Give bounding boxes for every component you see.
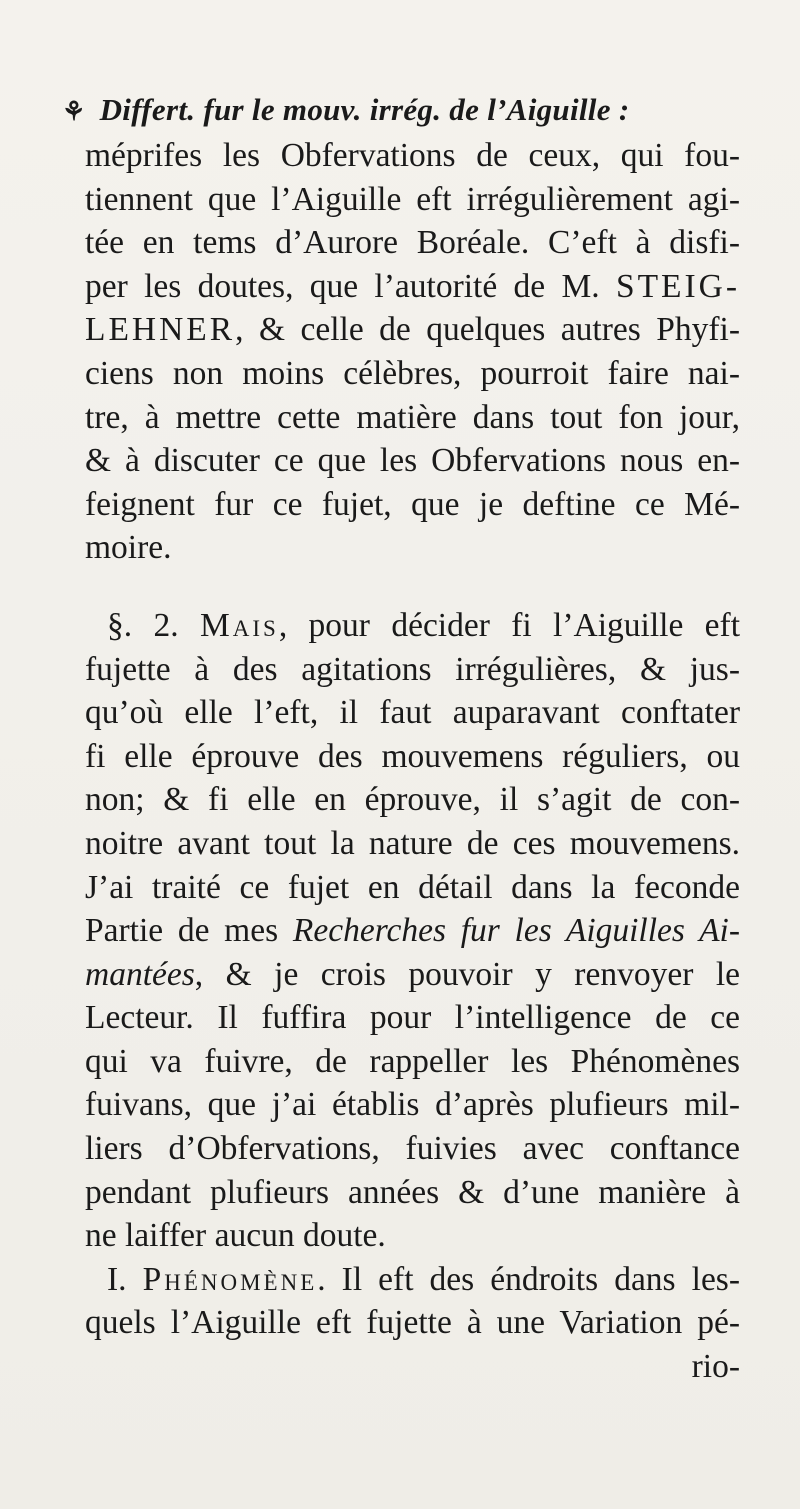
text-line bbox=[85, 265, 740, 309]
section-mark: §. 2. bbox=[107, 606, 179, 644]
text-line: fujette à des agitations irrégulières, & jus- bbox=[85, 650, 740, 688]
text-line: non; & fi elle en éprouve, il s’agit de con- bbox=[85, 781, 740, 819]
book-title-italic: mantées bbox=[85, 955, 195, 993]
printer-ornament: ⚘ bbox=[62, 97, 86, 126]
catchword-line bbox=[85, 1345, 740, 1389]
text-line bbox=[85, 953, 740, 997]
text-line: tée en tems d’Aurore Boréale. C’eft à disfi- bbox=[85, 224, 740, 262]
text-line: noitre avant tout la nature de ces mouvemens. bbox=[85, 824, 740, 862]
paragraph-gap bbox=[85, 570, 740, 604]
text-line bbox=[85, 308, 740, 352]
text-line: qui va fuivre, de rappeller les Phénomènes bbox=[85, 1042, 740, 1080]
body-text bbox=[85, 134, 740, 1389]
line-text: per les doutes, que l’autorité de M. bbox=[85, 267, 616, 305]
running-title: Differt. fur le mouv. irrég. de l’Aiguille : bbox=[99, 92, 630, 127]
phenomenon-paragraph bbox=[85, 1258, 740, 1389]
phenomenon-label: Phénomène bbox=[142, 1260, 318, 1298]
text-line: quels l’Aiguille eft fujette à une Variation pé- bbox=[85, 1304, 740, 1342]
running-head bbox=[62, 92, 742, 128]
text-line: ciens non moins célèbres, pourroit faire nai- bbox=[85, 354, 740, 392]
phenomenon-number: I. bbox=[107, 1260, 127, 1298]
text-line bbox=[85, 909, 740, 953]
text-line: J’ai traité ce fujet en détail dans la feconde bbox=[85, 868, 740, 906]
line-text: , & je crois pouvoir y renvoyer le bbox=[194, 955, 740, 993]
text-line bbox=[85, 1258, 740, 1302]
line-text: . Il eft des éndroits dans les- bbox=[317, 1260, 741, 1298]
line-text: , pour décider fi l’Aiguille eft bbox=[278, 606, 741, 644]
section-paragraph bbox=[85, 604, 740, 1258]
author-name-smallcaps: LEHNER bbox=[85, 311, 236, 349]
line-text: Partie de mes bbox=[85, 912, 293, 950]
text-line bbox=[85, 604, 740, 648]
text-line: qu’où elle l’eft, il faut auparavant conftater bbox=[85, 694, 740, 732]
book-title-italic: Recherches fur les Aiguilles Ai- bbox=[292, 912, 740, 950]
catchword: rio- bbox=[691, 1348, 740, 1386]
opening-word: Mais bbox=[199, 606, 279, 644]
author-name-smallcaps: STEIG- bbox=[615, 267, 740, 305]
text-line: tre, à mettre cette matière dans tout fon jour, bbox=[85, 398, 740, 436]
text-line: ne laiffer aucun doute. bbox=[85, 1217, 386, 1255]
text-line: liers d’Obfervations, fuivies avec conftance bbox=[85, 1130, 740, 1168]
text-line: fuivans, que j’ai établis d’après plufieurs mil- bbox=[85, 1086, 740, 1124]
line-text: , & celle de quelques autres Phyfi- bbox=[235, 311, 740, 349]
text-line: méprifes les Obfervations de ceux, qui fou- bbox=[85, 137, 740, 174]
text-line: moire. bbox=[85, 529, 172, 567]
text-line: & à discuter ce que les Obfervations nous en- bbox=[85, 442, 740, 480]
text-line: fi elle éprouve des mouvemens réguliers, ou bbox=[85, 737, 740, 775]
text-line: pendant plufieurs années & d’une manière à bbox=[85, 1173, 740, 1211]
text-line: Lecteur. Il fuffira pour l’intelligence de ce bbox=[85, 999, 740, 1037]
paragraph-continuation bbox=[85, 134, 740, 570]
text-line: feignent fur ce fujet, que je deftine ce Mé- bbox=[85, 485, 740, 523]
text-line: tiennent que l’Aiguille eft irrégulièrement agi- bbox=[85, 180, 740, 218]
